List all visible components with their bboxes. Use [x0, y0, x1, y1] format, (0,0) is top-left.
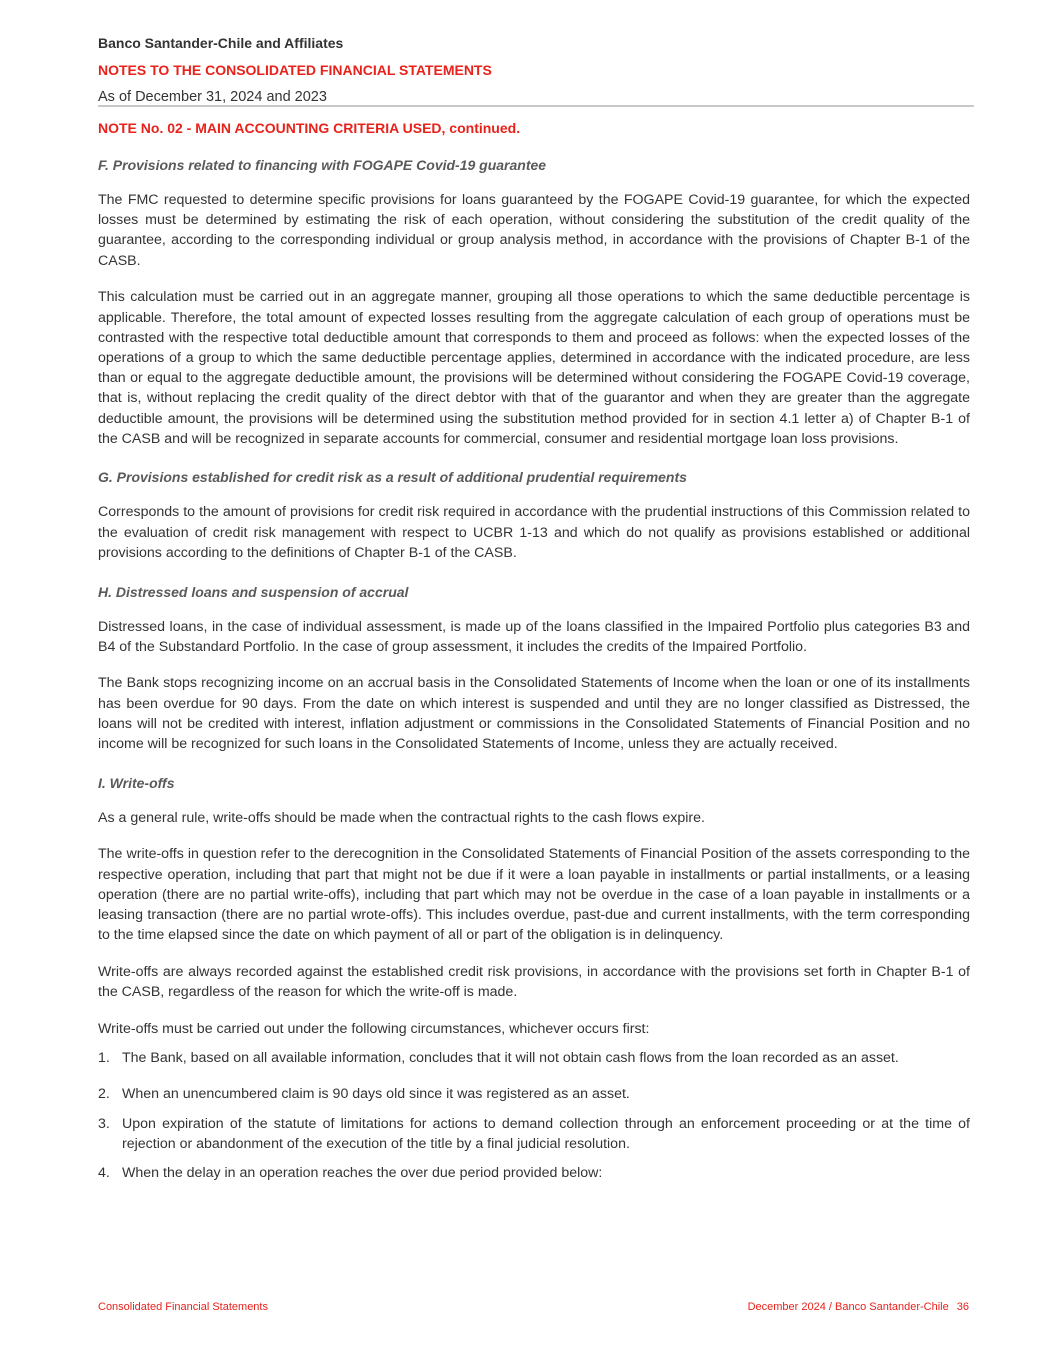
section-f-heading: F. Provisions related to financing with FOGAPE Covid-19 guarantee — [98, 157, 547, 173]
section-f-paragraph-2: This calculation must be carried out in an aggregate manner, grouping all those operations to which the same deductible percentage is applicable. Therefore, the total amount of expected losses resulting from the aggregate calculation of each group of operations must be contrasted with the respective total deductible amount that corresponds to them and proceed as follows: when the expected losses of the operations of a group to which the same deductible percentage applies, determined in accordance with the indicated procedure, are less than or equal to the aggregate deductible amount, the provisions will be determined without considering the FOGAPE Covid-19 coverage, that is, without replacing the credit quality of the direct debtor with that of the guarantor and when they are greater than the aggregate deductible amount, the provisions will be determined using the substitution method provided for in section 4.1 letter a) of Chapter B-1 of the CASB and will be recognized in separate accounts for commercial, consumer and residential mortgage loan loss provisions. — [98, 289, 970, 447]
footer-left: Consolidated Financial Statements — [98, 1301, 268, 1313]
page-number: 36 — [956, 1301, 969, 1313]
list-item-number: 3. — [98, 1115, 110, 1132]
section-g-paragraph-1: Corresponds to the amount of provisions for credit risk required in accordance with the prudential instructions of this Commission related to the evaluation of credit risk management with respect to UCBR 1-13 and which do not qualify as provisions established or additional provisions according to the definitions of Chapter B-1 of the CASB. — [98, 504, 970, 561]
list-item-text: The Bank, based on all available information, concludes that it will not obtain cash flows from the loan recorded as an asset. — [122, 1050, 899, 1067]
list-item-text: Upon expiration of the statute of limitations for actions to demand collection through an enforcement proceeding or at the time of rejection or abandonment of the execution of the title by a final judicial resolution. — [122, 1115, 970, 1152]
as-of-date: As of December 31, 2024 and 2023 — [98, 89, 327, 105]
list-item-text: When an unencumbered claim is 90 days old since it was registered as an asset. — [122, 1086, 630, 1103]
section-f-paragraph-1: The FMC requested to determine specific provisions for loans guaranteed by the FOGAPE Covid-19 guarantee, for which the expected losses must be determined by estimating the risk of each operation, without considering the substitution of the credit quality of the guarantee, according to the corresponding individual or group analysis method, in accordance with the provisions of Chapter B-1 of the CASB. — [98, 192, 970, 269]
section-i-heading: I. Write-offs — [98, 774, 175, 791]
section-i-paragraph-1: As a general rule, write-offs should be made when the contractual rights to the cash flows expire. — [98, 809, 705, 826]
section-i-paragraph-2: The write-offs in question refer to the derecognition in the Consolidated Statements of Financial Position of the assets corresponding to the respective operation, including that part that might not be due if it were a loan payable in installments or partial installments, or a leasing operation (there are no partial write-offs), including that part which may not be overdue in the case of a loan payable in installments or a leasing transaction (there are no partial wrote-offs). This includes overdue, past-due and current installments, with the term corresponding to the time elapsed since the date on which payment of all or part of the obligation is in delinquency. — [98, 846, 970, 944]
page-header — [98, 30, 970, 110]
note-heading: NOTE No. 02 - MAIN ACCOUNTING CRITERIA USED, continued. — [98, 120, 521, 136]
section-i-paragraph-3: Write-offs are always recorded against the established credit risk provisions, in accordance with the provisions set forth in Chapter B-1 of the CASB, regardless of the reason for which the write-off is made. — [98, 963, 970, 1001]
notes-title: NOTES TO THE CONSOLIDATED FINANCIAL STATEMENTS — [98, 62, 492, 78]
section-i-paragraph-4: Write-offs must be carried out under the following circumstances, whichever occurs first: — [98, 1020, 650, 1037]
list-item — [98, 1084, 970, 1104]
list-item — [98, 1114, 970, 1154]
list-item — [98, 1163, 970, 1183]
header-divider — [98, 105, 974, 107]
document-body — [98, 116, 970, 1183]
section-h-paragraph-1: Distressed loans, in the case of individual assessment, is made up of the loans classified in the Impaired Portfolio plus categories B3 and B4 of the Substandard Portfolio. In the case of group assessment, it includes the credits of the Impaired Portfolio. — [98, 618, 970, 655]
section-h-paragraph-2: The Bank stops recognizing income on an accrual basis in the Consolidated Statements of Income when the loan or one of its installments has been overdue for 90 days. From the date on which interest is suspended and until they are no longer classified as Distressed, the loans will not be credited with interest, inflation adjustment or commissions in the Consolidated Statements of Financial Position and no income will be recognized for such loans in the Consolidated Statements of Income, unless they are actually received. — [98, 675, 970, 753]
footer-right — [748, 1301, 969, 1313]
list-item-text: When the delay in an operation reaches the over due period provided below: — [122, 1164, 603, 1181]
list-item-number: 4. — [98, 1164, 110, 1181]
list-item-number: 1. — [98, 1050, 110, 1067]
list-item — [98, 1048, 970, 1068]
write-off-circumstances-list — [98, 1048, 970, 1183]
section-h-heading: H. Distressed loans and suspension of accrual — [98, 583, 409, 600]
company-name: Banco Santander-Chile and Affiliates — [98, 35, 344, 51]
footer-report-label: December 2024 / Banco Santander-Chile — [747, 1301, 949, 1313]
section-g-heading: G. Provisions established for credit risk as a result of additional prudential requirements — [98, 469, 687, 486]
list-item-number: 2. — [98, 1086, 110, 1103]
